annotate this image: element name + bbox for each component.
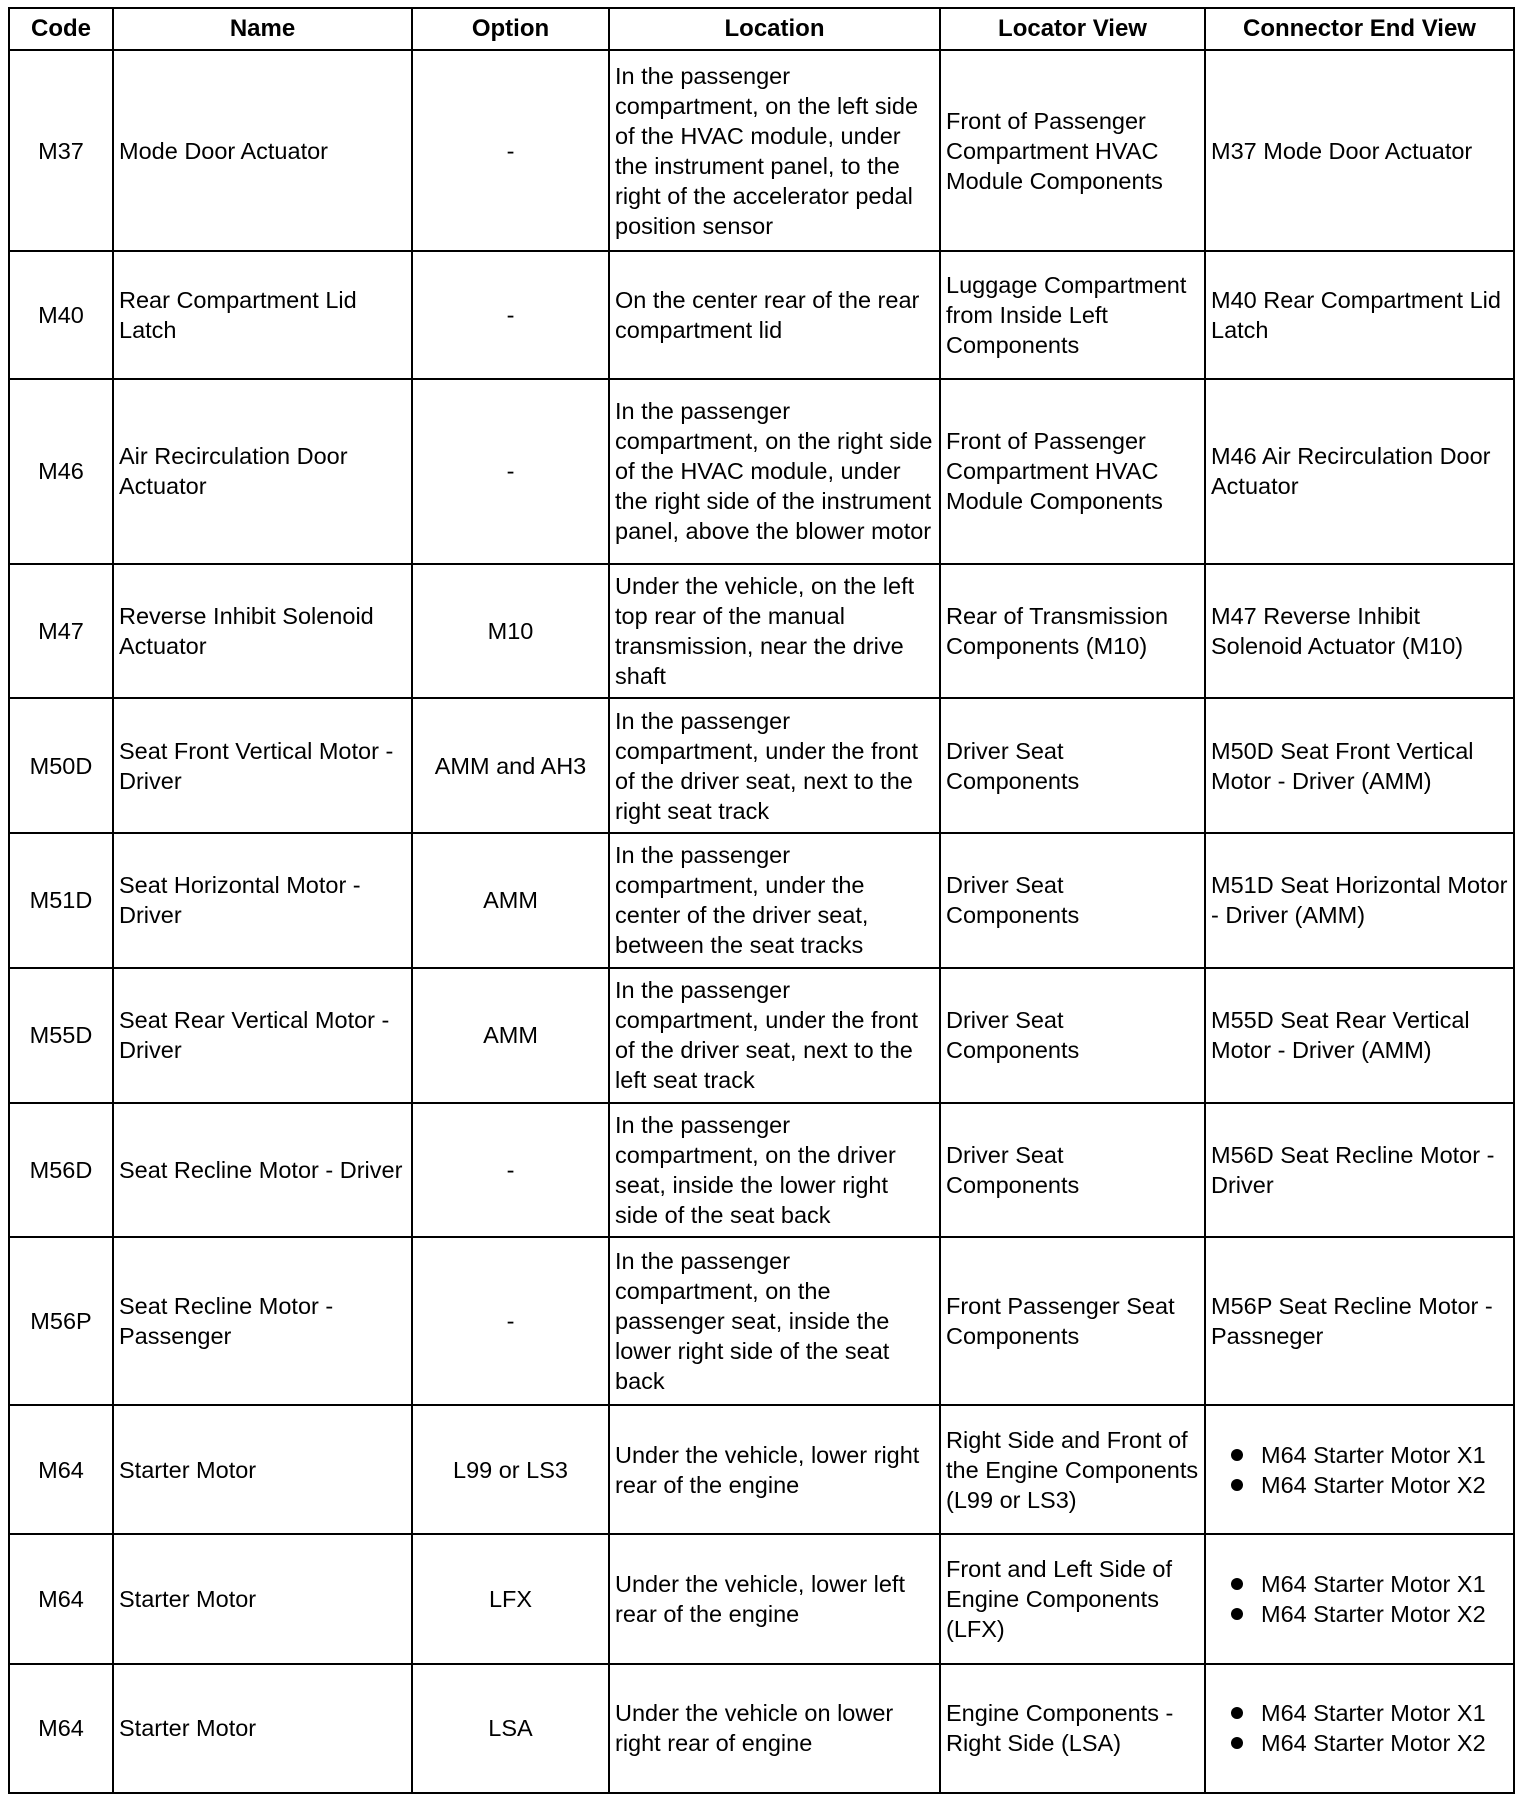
bullet-icon (1231, 1449, 1243, 1461)
table-row (9, 1237, 1514, 1405)
connector-list-item (1231, 1440, 1508, 1470)
table-row (9, 1534, 1514, 1663)
header-option: Option (412, 8, 609, 50)
cell-name: Seat Horizontal Motor - Driver (113, 833, 412, 968)
cell-locator-view: Engine Components - Right Side (LSA) (940, 1664, 1205, 1793)
cell-name: Rear Compartment Lid Latch (113, 251, 412, 379)
cell-code: M64 (9, 1534, 113, 1663)
connector-list (1211, 1698, 1508, 1758)
cell-connector-end-view (1205, 1664, 1514, 1793)
cell-code: M50D (9, 698, 113, 833)
cell-connector-end-view: M51D Seat Horizontal Motor - Driver (AMM) (1205, 833, 1514, 968)
cell-location: On the center rear of the rear compartment lid (609, 251, 940, 379)
cell-connector-end-view: M55D Seat Rear Vertical Motor - Driver (AMM) (1205, 968, 1514, 1103)
cell-location: Under the vehicle, lower right rear of the engine (609, 1405, 940, 1534)
cell-code: M64 (9, 1405, 113, 1534)
cell-name: Mode Door Actuator (113, 50, 412, 251)
bullet-icon (1231, 1578, 1243, 1590)
cell-option: AMM (412, 833, 609, 968)
cell-option: LSA (412, 1664, 609, 1793)
header-location: Location (609, 8, 940, 50)
cell-location: In the passenger compartment, under the front of the driver seat, next to the left seat track (609, 968, 940, 1103)
cell-connector-end-view: M56P Seat Recline Motor - Passneger (1205, 1237, 1514, 1405)
connector-list-item (1231, 1599, 1508, 1629)
cell-name: Seat Recline Motor - Driver (113, 1103, 412, 1238)
table-row (9, 379, 1514, 563)
cell-locator-view: Driver Seat Components (940, 968, 1205, 1103)
cell-locator-view: Right Side and Front of the Engine Components (L99 or LS3) (940, 1405, 1205, 1534)
cell-name: Reverse Inhibit Solenoid Actuator (113, 564, 412, 699)
table-header (9, 8, 1514, 50)
cell-code: M51D (9, 833, 113, 968)
cell-connector-end-view: M40 Rear Compartment Lid Latch (1205, 251, 1514, 379)
cell-code: M46 (9, 379, 113, 563)
bullet-icon (1231, 1479, 1243, 1491)
connector-list-item (1231, 1470, 1508, 1500)
cell-name: Starter Motor (113, 1405, 412, 1534)
connector-label: M64 Starter Motor X2 (1261, 1471, 1486, 1498)
cell-name: Seat Recline Motor - Passenger (113, 1237, 412, 1405)
cell-locator-view: Front Passenger Seat Components (940, 1237, 1205, 1405)
cell-option: LFX (412, 1534, 609, 1663)
cell-option: - (412, 251, 609, 379)
cell-name: Starter Motor (113, 1664, 412, 1793)
header-locator-view: Locator View (940, 8, 1205, 50)
cell-code: M56P (9, 1237, 113, 1405)
cell-option: - (412, 50, 609, 251)
cell-locator-view: Driver Seat Components (940, 833, 1205, 968)
table-row (9, 833, 1514, 968)
cell-option: - (412, 1103, 609, 1238)
header-row (9, 8, 1514, 50)
connector-list-item (1231, 1569, 1508, 1599)
connector-label: M64 Starter Motor X2 (1261, 1601, 1486, 1628)
cell-name: Seat Rear Vertical Motor - Driver (113, 968, 412, 1103)
cell-code: M55D (9, 968, 113, 1103)
connector-list (1211, 1440, 1508, 1500)
cell-code: M64 (9, 1664, 113, 1793)
table-row (9, 1103, 1514, 1238)
cell-location: In the passenger compartment, under the front of the driver seat, next to the right seat track (609, 698, 940, 833)
cell-location: Under the vehicle on lower right rear of engine (609, 1664, 940, 1793)
table-row (9, 1664, 1514, 1793)
table-row (9, 1405, 1514, 1534)
cell-name: Starter Motor (113, 1534, 412, 1663)
connector-label: M64 Starter Motor X1 (1261, 1571, 1486, 1598)
cell-option: AMM and AH3 (412, 698, 609, 833)
cell-location: In the passenger compartment, on the driver seat, inside the lower right side of the seat back (609, 1103, 940, 1238)
connector-label: M64 Starter Motor X2 (1261, 1730, 1486, 1757)
cell-code: M56D (9, 1103, 113, 1238)
cell-code: M37 (9, 50, 113, 251)
header-code: Code (9, 8, 113, 50)
cell-connector-end-view (1205, 1405, 1514, 1534)
cell-code: M47 (9, 564, 113, 699)
cell-locator-view: Front of Passenger Compartment HVAC Module Components (940, 50, 1205, 251)
bullet-icon (1231, 1608, 1243, 1620)
connector-label: M64 Starter Motor X1 (1261, 1441, 1486, 1468)
header-name: Name (113, 8, 412, 50)
header-connector-end-view: Connector End View (1205, 8, 1514, 50)
table-body (9, 50, 1514, 1793)
cell-location: In the passenger compartment, on the right side of the HVAC module, under the right side of the instrument panel, above the blower motor (609, 379, 940, 563)
cell-locator-view: Front and Left Side of Engine Components (LFX) (940, 1534, 1205, 1663)
cell-locator-view: Luggage Compartment from Inside Left Components (940, 251, 1205, 379)
cell-name: Seat Front Vertical Motor - Driver (113, 698, 412, 833)
cell-locator-view: Driver Seat Components (940, 1103, 1205, 1238)
cell-code: M40 (9, 251, 113, 379)
connector-list-item (1231, 1728, 1508, 1758)
cell-connector-end-view: M37 Mode Door Actuator (1205, 50, 1514, 251)
connector-list-item (1231, 1698, 1508, 1728)
cell-name: Air Recirculation Door Actuator (113, 379, 412, 563)
cell-option: M10 (412, 564, 609, 699)
cell-locator-view: Driver Seat Components (940, 698, 1205, 833)
connector-table (8, 7, 1515, 1794)
cell-locator-view: Rear of Transmission Components (M10) (940, 564, 1205, 699)
cell-option: AMM (412, 968, 609, 1103)
cell-location: In the passenger compartment, under the center of the driver seat, between the seat tracks (609, 833, 940, 968)
table-row (9, 50, 1514, 251)
table-row (9, 251, 1514, 379)
connector-label: M64 Starter Motor X1 (1261, 1700, 1486, 1727)
connector-list (1211, 1569, 1508, 1629)
cell-locator-view: Front of Passenger Compartment HVAC Module Components (940, 379, 1205, 563)
bullet-icon (1231, 1737, 1243, 1749)
cell-connector-end-view: M56D Seat Recline Motor - Driver (1205, 1103, 1514, 1238)
cell-connector-end-view: M46 Air Recirculation Door Actuator (1205, 379, 1514, 563)
cell-option: - (412, 1237, 609, 1405)
table-row (9, 698, 1514, 833)
table-row (9, 564, 1514, 699)
cell-location: In the passenger compartment, on the left side of the HVAC module, under the instrument panel, to the right of the accelerator pedal position sensor (609, 50, 940, 251)
cell-connector-end-view: M47 Reverse Inhibit Solenoid Actuator (M10) (1205, 564, 1514, 699)
cell-location: Under the vehicle, on the left top rear of the manual transmission, near the drive shaft (609, 564, 940, 699)
table-row (9, 968, 1514, 1103)
cell-option: L99 or LS3 (412, 1405, 609, 1534)
cell-connector-end-view (1205, 1534, 1514, 1663)
cell-option: - (412, 379, 609, 563)
cell-location: In the passenger compartment, on the passenger seat, inside the lower right side of the seat back (609, 1237, 940, 1405)
cell-connector-end-view: M50D Seat Front Vertical Motor - Driver (AMM) (1205, 698, 1514, 833)
cell-location: Under the vehicle, lower left rear of the engine (609, 1534, 940, 1663)
bullet-icon (1231, 1707, 1243, 1719)
